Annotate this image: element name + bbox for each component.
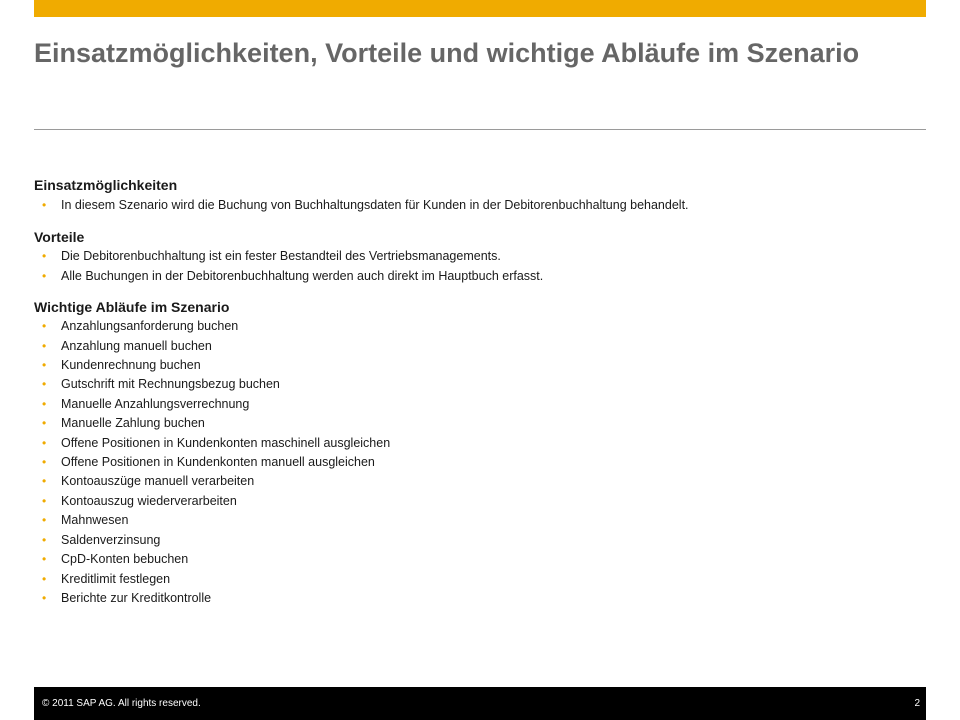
section-heading: Vorteile [34, 229, 85, 246]
list-item [34, 395, 914, 414]
bullet-icon: • [42, 198, 47, 212]
bullet-icon: • [42, 474, 47, 489]
list-item-text: Alle Buchungen in der Debitorenbuchhaltung werden auch direkt im Hauptbuch erfasst. [61, 268, 544, 283]
list-item [34, 434, 914, 453]
list-item-text: In diesem Szenario wird die Buchung von Buchhaltungsdaten für Kunden in der Debitorenbuchhaltung behandelt. [61, 198, 689, 212]
list-item [34, 492, 914, 511]
bullet-icon: • [42, 249, 47, 264]
list-item-text: Kundenrechnung buchen [61, 358, 201, 373]
bullet-icon: • [42, 513, 47, 528]
list-item-text: Kreditlimit festlegen [61, 571, 171, 586]
list-item [34, 453, 914, 472]
bullet-icon: • [42, 590, 47, 605]
list-item-text: Manuelle Zahlung buchen [61, 416, 205, 431]
list-item [34, 589, 914, 608]
bullet-icon: • [42, 532, 47, 547]
list-item [34, 337, 914, 356]
list-item-text: Mahnwesen [61, 513, 129, 528]
slide-title: Einsatzmöglichkeiten, Vorteile und wichtige Abläufe im Szenario [34, 38, 860, 68]
bullet-icon: • [42, 493, 47, 508]
bullet-list [34, 196, 914, 215]
bullet-list [34, 247, 914, 286]
footer-bar [34, 687, 926, 720]
list-item-text: Berichte zur Kreditkontrolle [61, 590, 212, 605]
section-heading: Einsatzmöglichkeiten [34, 177, 178, 193]
bullet-icon: • [42, 268, 47, 283]
bullet-icon: • [42, 319, 47, 334]
list-item [34, 570, 914, 589]
list-item-text: Manuelle Anzahlungsverrechnung [61, 396, 250, 411]
bullet-icon: • [42, 358, 47, 373]
list-item [34, 531, 914, 550]
bullet-icon: • [42, 571, 47, 586]
slide-content [34, 176, 914, 608]
list-item [34, 356, 914, 375]
list-item [34, 414, 914, 433]
bullet-icon: • [42, 396, 47, 411]
list-item-text: Gutschrift mit Rechnungsbezug buchen [61, 377, 280, 392]
list-item-text: Kontoauszug wiederverarbeiten [61, 493, 237, 508]
page-number: 2 [914, 698, 920, 709]
list-item-text: Offene Positionen in Kundenkonten maschinell ausgleichen [61, 435, 391, 450]
list-item [34, 550, 914, 569]
bullet-list [34, 317, 914, 608]
bullet-icon: • [42, 552, 47, 567]
list-item-text: CpD-Konten bebuchen [61, 552, 189, 567]
copyright-notice: © 2011 SAP AG. All rights reserved. [42, 698, 201, 709]
list-item-text: Kontoauszüge manuell verarbeiten [61, 474, 255, 489]
section-einsatzmoeglichkeiten [34, 176, 914, 215]
section-vorteile [34, 228, 914, 286]
list-item-text: Saldenverzinsung [61, 532, 161, 547]
bullet-icon: • [42, 338, 47, 353]
list-item [34, 267, 914, 286]
bullet-icon: • [42, 435, 47, 450]
bullet-icon: • [42, 377, 47, 392]
list-item-text: Anzahlung manuell buchen [61, 338, 212, 353]
list-item-text: Anzahlungsanforderung buchen [61, 319, 239, 334]
list-item [34, 472, 914, 491]
list-item [34, 511, 914, 530]
title-divider [34, 129, 926, 130]
bullet-icon: • [42, 416, 47, 431]
list-item [34, 196, 914, 215]
bullet-icon: • [42, 455, 47, 470]
list-item [34, 317, 914, 336]
list-item-text: Offene Positionen in Kundenkonten manuell ausgleichen [61, 455, 375, 470]
section-heading: Wichtige Abläufe im Szenario [34, 299, 230, 316]
list-item-text: Die Debitorenbuchhaltung ist ein fester Bestandteil des Vertriebsmanagements. [61, 249, 501, 264]
section-wichtige-ablaeufe [34, 298, 914, 608]
list-item [34, 375, 914, 394]
list-item [34, 247, 914, 266]
accent-top-bar [34, 0, 926, 17]
